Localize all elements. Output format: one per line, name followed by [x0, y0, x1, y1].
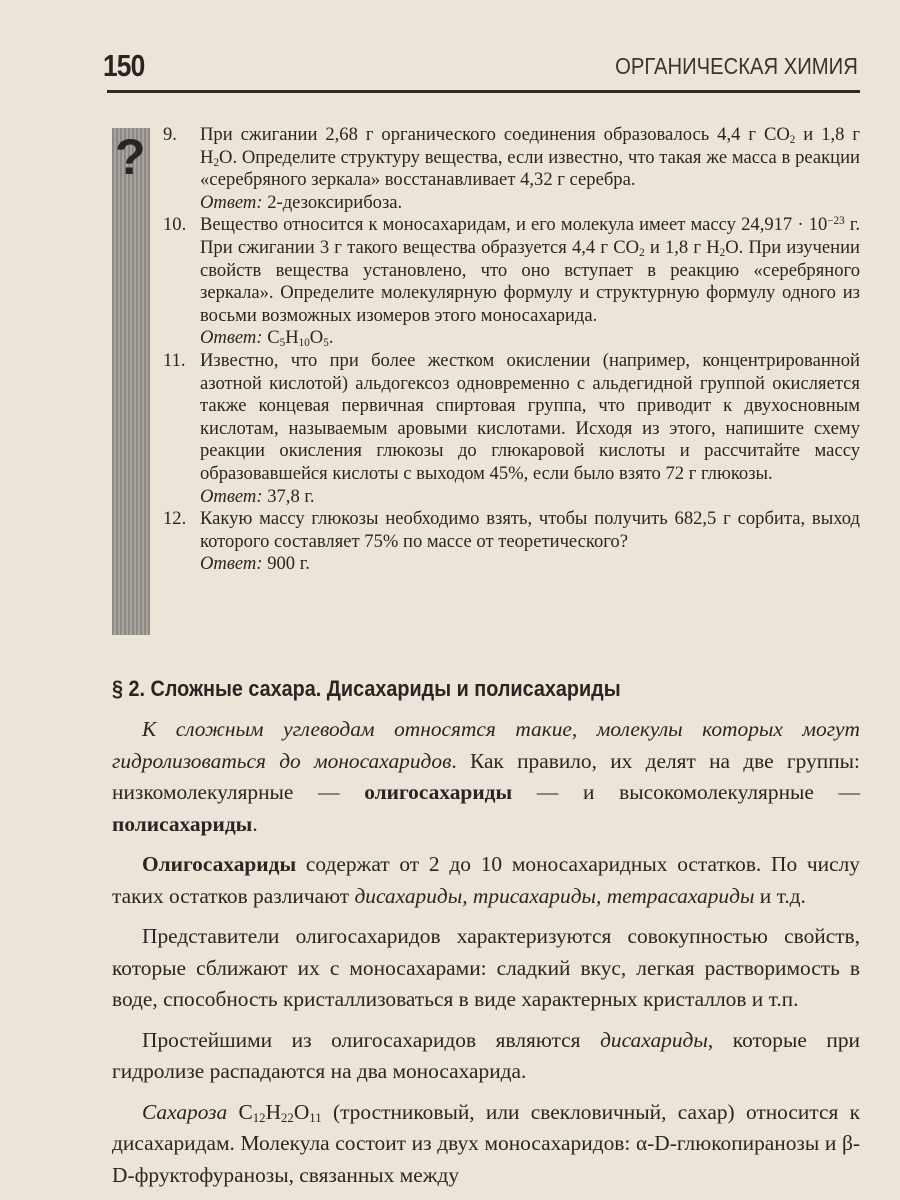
text-segment: 37,8 г. — [262, 485, 315, 507]
paragraph — [112, 849, 860, 912]
answer-label: Ответ: — [200, 191, 263, 213]
page-number: 150 — [103, 48, 145, 83]
problem-text — [200, 350, 860, 508]
problem-number: 10. — [163, 214, 187, 236]
problem-answer — [200, 192, 860, 215]
problem-list — [163, 124, 860, 576]
answer-label: Ответ: — [200, 485, 263, 507]
text-segment: −23 — [827, 215, 845, 228]
problem-answer — [200, 486, 860, 509]
text-segment: 10 — [298, 337, 310, 350]
text-segment: и 1,8 г H — [644, 236, 720, 258]
problem-text — [200, 124, 860, 214]
answer-label: Ответ: — [200, 553, 263, 575]
problem-answer — [200, 327, 860, 350]
text-segment: Сахароза — [142, 1099, 228, 1124]
text-segment: C — [262, 327, 280, 349]
text-segment: O. При изучении свойств вещества установлено, что оно вступает в реакцию «серебряного зеркала». Определите молекулярную формулу и структурную формулу одного из восьми возможных изомеров этого моносахарида. — [200, 236, 860, 326]
text-segment: H — [285, 327, 299, 349]
text-segment: 2 — [789, 133, 796, 146]
text-segment: . Как правило, их делят на две группы: низкомолекулярные — — [112, 748, 860, 804]
problem-number: 9. — [163, 124, 177, 145]
text-segment: 2 — [639, 246, 645, 259]
answer-label: Ответ: — [200, 327, 263, 349]
text-segment: 12 — [252, 1110, 266, 1125]
problem-item — [163, 214, 860, 350]
paragraph — [112, 1025, 860, 1088]
problem-text — [200, 214, 860, 350]
text-segment: дисахариды — [600, 1027, 708, 1052]
text-segment: Известно, что при более жестком окислении (например, концентрированной азотной кислотой) альдогексоз одновременно с альдегидной группой окисляется также концевая первичная спиртовая группа, что приводит к двухосновным кислотам, называемым аровыми кислотами. Исходя из этого, напишите схему реакции окисления глюкозы до глюкаровой кислоты и рассчитайте массу образовавшейся кислоты с выходом 45%, если было взято 72 г глюкозы. — [200, 349, 860, 484]
text-segment: Представители олигосахаридов характеризуются совокупностью свойств, которые сближают их с моносахарами: сладкий вкус, легкая растворимость в воде, способность кристаллизоваться в виде характерных кристаллов и т.п. — [112, 924, 860, 1011]
text-segment: Олигосахариды — [142, 852, 297, 876]
problem-item — [163, 124, 860, 214]
question-mark-icon: ? — [115, 129, 146, 185]
text-segment: — и высокомолекулярные — — [512, 780, 860, 804]
text-segment: При сжигании 2,68 г органического соединения образовалось 4,4 г CO — [200, 124, 790, 145]
problem-item — [163, 350, 860, 508]
text-segment: олигосахариды — [364, 780, 513, 804]
text-segment: К сложным углеводам относятся такие, молекулы которых могут гидролизоваться до моносахаридов — [112, 717, 860, 773]
text-segment: полисахариды — [112, 811, 253, 836]
text-segment: 22 — [281, 1110, 294, 1125]
text-segment: г. При сжигании 3 г такого вещества образуется 4,4 г CO — [200, 214, 860, 258]
text-segment: O. Определите структуру вещества, если известно, что такая же масса в реакции «серебряного зеркала» восстанавливает 4,32 г серебра. — [200, 146, 860, 191]
paragraph — [112, 921, 860, 1016]
text-segment: Простейшими из олигосахаридов являются — [142, 1027, 601, 1052]
text-segment: 11 — [309, 1110, 322, 1125]
problem-answer — [200, 553, 860, 576]
paragraph — [112, 1097, 860, 1192]
text-segment: Вещество относится к моносахаридам, и его молекула имеет массу 24,917 · 10 — [200, 214, 828, 236]
problem-number: 11. — [163, 349, 186, 371]
text-segment: (тростниковый, или свекловичный, сахар) относится к дисахаридам. Молекула состоит из двух моносахаридов: α-D-глюкопиранозы и β-D-фруктофуранозы, связанных между — [112, 1099, 860, 1187]
text-segment: , которые при гидролизе распадаются на два моносахарида. — [112, 1027, 860, 1083]
text-segment: . — [328, 327, 334, 349]
text-segment: 5 — [323, 337, 329, 350]
header-rule — [107, 90, 860, 93]
running-title: ОРГАНИЧЕСКАЯ ХИМИЯ — [615, 53, 858, 79]
section-title: § 2. Сложные сахара. Дисахариды и полисахариды — [112, 676, 621, 701]
text-segment: и 1,8 г H — [200, 124, 861, 168]
text-segment: 900 г. — [262, 553, 310, 575]
text-segment: O — [309, 327, 324, 349]
problem-text — [200, 508, 860, 576]
text-segment: и т.д. — [754, 883, 806, 908]
text-segment: 2 — [213, 156, 220, 169]
problem-item — [163, 508, 860, 576]
text-segment: Какую массу глюкозы необходимо взять, чтобы получить 682,5 г сорбита, выход которого составляет 75% по массе от теоретического? — [200, 508, 860, 552]
text-segment: O — [293, 1099, 310, 1124]
problem-number: 12. — [163, 508, 187, 530]
paragraph — [112, 714, 860, 840]
text-segment: 2 — [719, 246, 726, 259]
text-segment: H — [265, 1099, 282, 1124]
questions-sidebar-bar — [112, 128, 150, 635]
text-segment: . — [252, 811, 258, 836]
section-body — [112, 714, 860, 1200]
text-segment: содержат от 2 до 10 моносахаридных остатков. По числу таких остатков различают — [112, 852, 860, 908]
text-segment: дисахариды, трисахариды, тетрасахариды — [354, 883, 755, 908]
text-segment: 2-дезоксирибоза. — [262, 191, 403, 213]
text-segment: 5 — [279, 337, 286, 350]
text-segment: C — [227, 1099, 253, 1124]
